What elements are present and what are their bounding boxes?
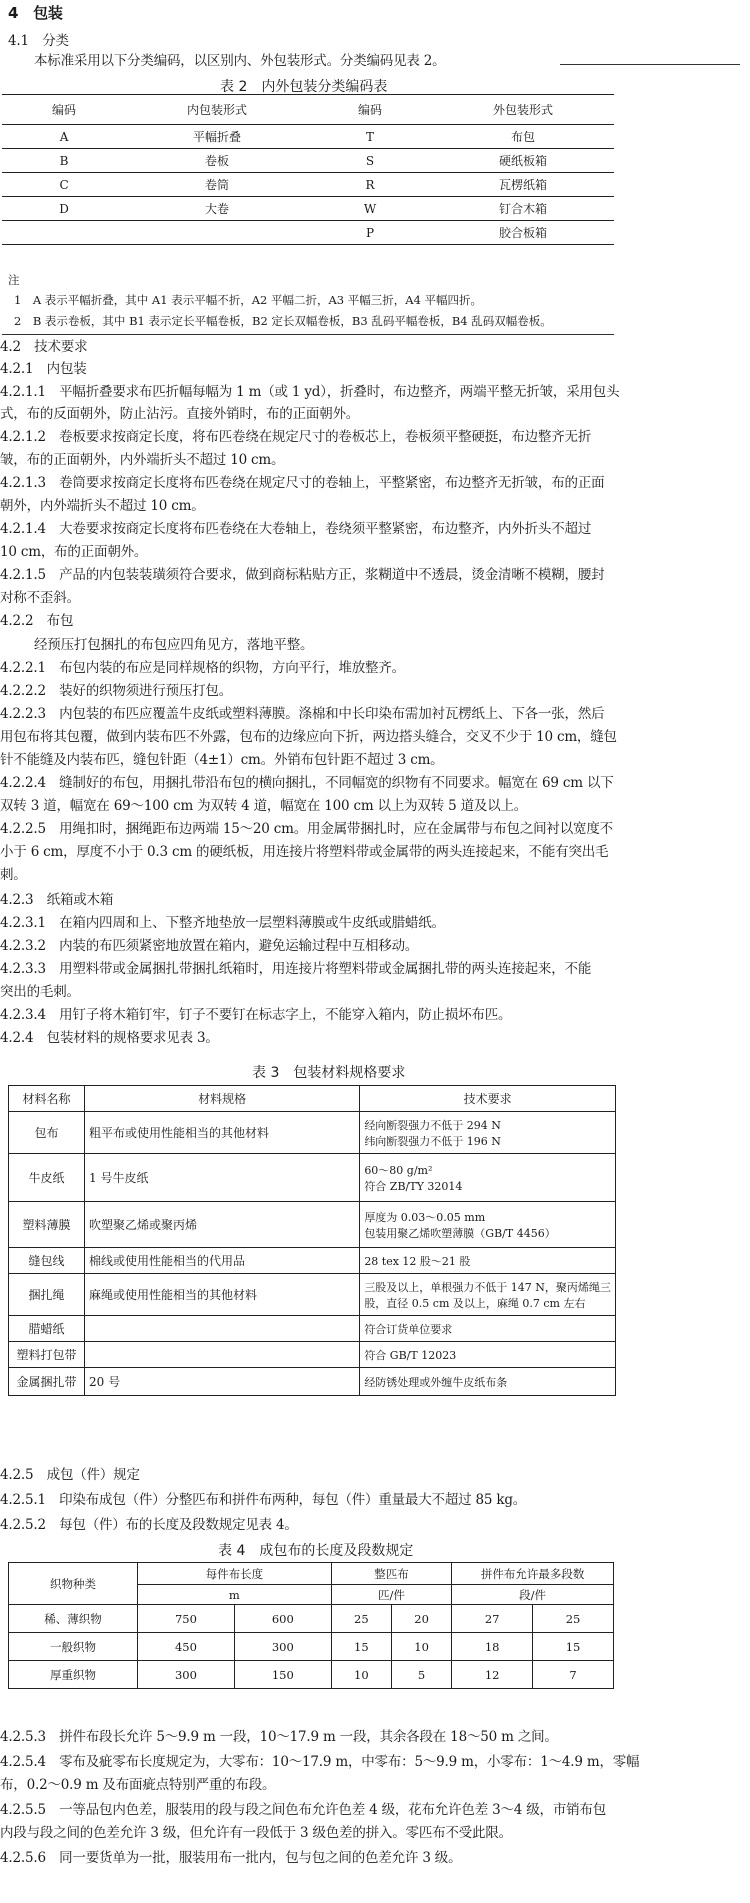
text-line: 4.2.2.4 缝制好的布包，用捆扎带沿布包的横向捆扎，不同幅宽的织物有不同要求。幅宽在 69 cm 以下 bbox=[0, 775, 614, 791]
table-row bbox=[9, 1342, 616, 1368]
text-line: 4.2.5.6 同一要货单为一批，服装用布一批内，包与包之间的色差允许 3 级。 bbox=[0, 1850, 462, 1866]
table-cell: 吹塑聚乙烯或聚丙烯 bbox=[85, 1202, 360, 1248]
text-line: 对称不歪斜。 bbox=[0, 590, 80, 606]
table-note: 1 A 表示平幅折叠，其中 A1 表示平幅不折，A2 平幅二折，A3 平幅三折，A4 平幅四折。 bbox=[14, 293, 483, 307]
table-cell: A bbox=[2, 125, 126, 149]
table-cell: 缝包线 bbox=[9, 1248, 85, 1274]
table-note: 2 B 表示卷板，其中 B1 表示定长平幅卷板，B2 定长双幅卷板，B3 乱码平幅卷板，B4 乱码双幅卷板。 bbox=[14, 314, 552, 328]
table-header: 外包装形式 bbox=[432, 95, 614, 125]
text-line: 内段与段之间的色差允许 3 级，但允许有一段低于 3 级色差的拼入。零匹布不受此限。 bbox=[0, 1825, 512, 1841]
table-cell: 厚重织物 bbox=[9, 1661, 138, 1689]
table-cell: D bbox=[2, 197, 126, 221]
materials-table bbox=[8, 1085, 616, 1396]
table-cell: R bbox=[308, 173, 432, 197]
table-cell: 300 bbox=[234, 1633, 331, 1661]
text-line: 针不能缝及内装布匹，缝包针距（4±1）cm。外销布包针距不超过 3 cm。 bbox=[0, 752, 444, 768]
table-row bbox=[9, 1112, 616, 1154]
table-row bbox=[9, 1274, 616, 1316]
table-cell: 28 tex 12 股～21 股 bbox=[360, 1248, 616, 1274]
table-cell: 5 bbox=[391, 1661, 451, 1689]
table-caption: 表 4 成包布的长度及段数规定 bbox=[218, 1543, 414, 1559]
table-cell: B bbox=[2, 149, 126, 173]
table-cell: 厚度为 0.03～0.05 mm 包装用聚乙烯吹塑薄膜（GB/T 4456） bbox=[360, 1202, 616, 1248]
table-cell: 硬纸板箱 bbox=[432, 149, 614, 173]
table-cell: 10 bbox=[391, 1633, 451, 1661]
text-line: 10 cm，布的正面朝外。 bbox=[0, 544, 148, 560]
table-cell: 平幅折叠 bbox=[126, 125, 308, 149]
table-cell: 布包 bbox=[432, 125, 614, 149]
table-cell: 20 号 bbox=[85, 1368, 360, 1396]
text-line: 4.2.2.3 内包装的布匹应覆盖牛皮纸或塑料薄膜。涤棉和中长印染布需加衬瓦楞纸上、下各一张，然后 bbox=[0, 706, 605, 722]
text-line: 4.2.4 包装材料的规格要求见表 3。 bbox=[0, 1030, 219, 1046]
text-line: 小于 6 cm，厚度不小于 0.3 cm 的硬纸板，用连接片将塑料带或金属带的两头连接起来，不能有突出毛 bbox=[0, 844, 609, 860]
text-line: 双转 3 道，幅宽在 69～100 cm 为双转 4 道，幅宽在 100 cm 以上为双转 5 道及以上。 bbox=[0, 798, 528, 814]
heading-line: 4.2.3 纸箱或木箱 bbox=[0, 892, 114, 908]
table-cell: 20 bbox=[391, 1605, 451, 1633]
text-line: 4.2.5.4 零布及疵零布长度规定为，大零布：10～17.9 m，中零布：5～9.9 m，小零布：1～4.9 m，零幅 bbox=[0, 1754, 640, 1770]
table-header: 材料名称 bbox=[9, 1086, 85, 1112]
text-line: 皱，布的正面朝外，内外端折头不超过 10 cm。 bbox=[0, 452, 285, 468]
table-row bbox=[2, 125, 614, 149]
table-cell: 符合 GB/T 12023 bbox=[360, 1342, 616, 1368]
text-line: 布，0.2～0.9 m 及布面疵点特别严重的布段。 bbox=[0, 1777, 276, 1793]
table-cell: T bbox=[308, 125, 432, 149]
table-cell bbox=[2, 221, 126, 245]
text-line: 4.2.5.1 印染布成包（件）分整匹布和拼件布两种，每包（件）重量最大不超过 85 kg。 bbox=[0, 1492, 527, 1508]
table-cell: 10 bbox=[331, 1661, 391, 1689]
text-line: 4.2.1.4 大卷要求按商定长度将布匹卷绕在大卷轴上，卷绕须平整紧密，布边整齐，内外折头不超过 bbox=[0, 521, 592, 537]
table-cell: 15 bbox=[331, 1633, 391, 1661]
table-note-label: 注 bbox=[8, 273, 20, 287]
table-header: 每件布长度 bbox=[138, 1563, 332, 1585]
table-header: 整匹布 bbox=[331, 1563, 452, 1585]
table-cell: 25 bbox=[533, 1605, 614, 1633]
table-header: 内包装形式 bbox=[126, 95, 308, 125]
table-cell: 600 bbox=[234, 1605, 331, 1633]
text-line: 4.2.3.1 在箱内四周和上、下整齐地垫放一层塑料薄膜或牛皮纸或腊蜡纸。 bbox=[0, 915, 445, 931]
text-line: 朝外，内外端折头不超过 10 cm。 bbox=[0, 498, 205, 514]
table-cell: C bbox=[2, 173, 126, 197]
text-line: 式，布的反面朝外，防止沾污。直接外销时，布的正面朝外。 bbox=[0, 406, 360, 422]
text-line: 用包布将其包覆，做到内装布匹不外露，包布的边缘应向下折，两边搭头缝合，交叉不少于 10 cm，缝包 bbox=[0, 729, 617, 745]
table-cell: 150 bbox=[234, 1661, 331, 1689]
table-cell bbox=[85, 1342, 360, 1368]
table-cell: 棉线或使用性能相当的代用品 bbox=[85, 1248, 360, 1274]
table-cell: 腊蜡纸 bbox=[9, 1316, 85, 1342]
section-title: 包装 bbox=[33, 4, 63, 22]
table-cell: W bbox=[308, 197, 432, 221]
text-line: 4.2.5.5 一等品包内色差，服装用的段与段之间色布允许色差 4 级，花布允许色差 3～4 级，市销布包 bbox=[0, 1802, 607, 1818]
table-caption: 表 3 包装材料规格要求 bbox=[252, 1065, 406, 1081]
table-cell: 包布 bbox=[9, 1112, 85, 1154]
text-line: 4.2.5.2 每包（件）布的长度及段数规定见表 4。 bbox=[0, 1517, 298, 1533]
heading-line: 4.2 技术要求 bbox=[0, 339, 88, 355]
table-cell: 750 bbox=[138, 1605, 235, 1633]
margin-rule bbox=[560, 64, 740, 65]
table-cell bbox=[126, 221, 308, 245]
table-cell: 25 bbox=[331, 1605, 391, 1633]
table-unit: m bbox=[138, 1585, 332, 1605]
text-line: 4.2.5.3 拼件布段长允许 5～9.9 m 一段，10～17.9 m 一段，其余各段在 18～50 m 之间。 bbox=[0, 1729, 558, 1745]
table-cell: 牛皮纸 bbox=[9, 1154, 85, 1202]
table-cell: 稀、薄织物 bbox=[9, 1605, 138, 1633]
section-heading bbox=[8, 4, 63, 22]
text-line: 4.2.1.2 卷板要求按商定长度，将布匹卷绕在规定尺寸的卷板芯上，卷板须平整硬挺，布边整齐无折 bbox=[0, 429, 592, 445]
heading-line: 4.2.2 布包 bbox=[0, 613, 74, 629]
table-cell: 金属捆扎带 bbox=[9, 1368, 85, 1396]
text-line: 4.2.1.5 产品的内包装装璜须符合要求，做到商标粘贴方正，浆糊道中不透晨，烫金清晰不模糊，腰封 bbox=[0, 567, 605, 583]
table-header: 织物种类 bbox=[9, 1563, 138, 1605]
table-cell: 三股及以上，单根强力不低于 147 N，聚丙烯绳三 股，直径 0.5 cm 及以上，麻绳 0.7 cm 左右 bbox=[360, 1274, 616, 1316]
table-cell: 瓦楞纸箱 bbox=[432, 173, 614, 197]
table-cell: 一般织物 bbox=[9, 1633, 138, 1661]
table-row bbox=[9, 1202, 616, 1248]
text-line: 4.2.3.4 用钉子将木箱钉牢，钉子不要钉在标志字上，不能穿入箱内，防止损坏布匹。 bbox=[0, 1007, 512, 1023]
table-cell: 大卷 bbox=[126, 197, 308, 221]
table-row bbox=[9, 1633, 614, 1661]
table-row bbox=[2, 221, 614, 245]
text-line: 4.2.1.1 平幅折叠要求布匹折幅每幅为 1 m（或 1 yd），折叠时，布边整齐，两端平整无折皱，采用包头 bbox=[0, 384, 620, 400]
text-line: 4.2.2.1 布包内装的布应是同样规格的织物，方向平行，堆放整齐。 bbox=[0, 660, 405, 676]
table-cell: 符合订货单位要求 bbox=[360, 1316, 616, 1342]
table-cell: 7 bbox=[533, 1661, 614, 1689]
text-line: 4.2.2.2 装好的织物须进行预压打包。 bbox=[0, 683, 233, 699]
bale-length-table bbox=[8, 1562, 614, 1689]
table-row bbox=[2, 173, 614, 197]
table-caption: 表 2 内外包装分类编码表 bbox=[220, 79, 388, 95]
table-bottom-rule bbox=[2, 334, 614, 335]
table-cell: 卷筒 bbox=[126, 173, 308, 197]
classification-table bbox=[2, 94, 614, 245]
table-header: 材料规格 bbox=[85, 1086, 360, 1112]
table-header: 拼件布允许最多段数 bbox=[452, 1563, 614, 1585]
table-row bbox=[2, 197, 614, 221]
table-cell: 1 号牛皮纸 bbox=[85, 1154, 360, 1202]
subsection-heading bbox=[8, 32, 69, 50]
table-cell: S bbox=[308, 149, 432, 173]
table-cell: 塑料打包带 bbox=[9, 1342, 85, 1368]
table-cell: 经防锈处理或外缠牛皮纸布条 bbox=[360, 1368, 616, 1396]
table-cell: 18 bbox=[452, 1633, 533, 1661]
heading-line: 4.2.5 成包（件）规定 bbox=[0, 1467, 140, 1483]
table-cell: 捆扎绳 bbox=[9, 1274, 85, 1316]
text-line: 刺。 bbox=[0, 867, 27, 883]
table-cell: 经向断裂强力不低于 294 N 纬向断裂强力不低于 196 N bbox=[360, 1112, 616, 1154]
table-header: 编码 bbox=[2, 95, 126, 125]
text-line: 4.2.3.2 内装的布匹须紧密地放置在箱内，避免运输过程中互相移动。 bbox=[0, 938, 419, 954]
table-cell: 胶合板箱 bbox=[432, 221, 614, 245]
table-cell: 12 bbox=[452, 1661, 533, 1689]
subsection-number: 4.1 bbox=[8, 33, 29, 49]
table-cell: 60～80 g/m² 符合 ZB/TY 32014 bbox=[360, 1154, 616, 1202]
table-cell: 450 bbox=[138, 1633, 235, 1661]
table-cell: 钉合木箱 bbox=[432, 197, 614, 221]
table-cell: 粗平布或使用性能相当的其他材料 bbox=[85, 1112, 360, 1154]
table-cell: 麻绳或使用性能相当的其他材料 bbox=[85, 1274, 360, 1316]
subsection-title: 分类 bbox=[42, 33, 69, 49]
table-header: 编码 bbox=[308, 95, 432, 125]
table-row bbox=[2, 149, 614, 173]
text-line: 4.2.1.3 卷筒要求按商定长度将布匹卷绕在规定尺寸的卷轴上，平整紧密，布边整齐无折皱，布的正面 bbox=[0, 475, 605, 491]
table-unit: 匹/件 bbox=[331, 1585, 452, 1605]
text-line: 4.2.2.5 用绳扣时，捆绳距布边两端 15～20 cm。用金属带捆扎时，应在金属带与布包之间衬以宽度不 bbox=[0, 821, 613, 837]
table-cell: 15 bbox=[533, 1633, 614, 1661]
section-number: 4 bbox=[8, 4, 19, 22]
table-unit: 段/件 bbox=[452, 1585, 614, 1605]
text-line: 突出的毛刺。 bbox=[0, 984, 80, 1000]
table-row bbox=[9, 1605, 614, 1633]
table-row bbox=[9, 1368, 616, 1396]
text-line: 经预压打包捆扎的布包应四角见方，落地平整。 bbox=[34, 637, 314, 653]
paragraph: 本标准采用以下分类编码，以区别内、外包装形式。分类编码见表 2。 bbox=[34, 53, 446, 69]
table-cell: 卷板 bbox=[126, 149, 308, 173]
table-cell bbox=[85, 1316, 360, 1342]
table-row bbox=[9, 1154, 616, 1202]
table-cell: 300 bbox=[138, 1661, 235, 1689]
table-row bbox=[9, 1316, 616, 1342]
table-header: 技术要求 bbox=[360, 1086, 616, 1112]
heading-line: 4.2.1 内包装 bbox=[0, 361, 87, 377]
table-cell: 27 bbox=[452, 1605, 533, 1633]
table-cell: P bbox=[308, 221, 432, 245]
table-row bbox=[9, 1661, 614, 1689]
table-row bbox=[9, 1248, 616, 1274]
text-line: 4.2.3.3 用塑料带或金属捆扎带捆扎纸箱时，用连接片将塑料带或金属捆扎带的两头连接起来，不能 bbox=[0, 961, 592, 977]
table-cell: 塑料薄膜 bbox=[9, 1202, 85, 1248]
